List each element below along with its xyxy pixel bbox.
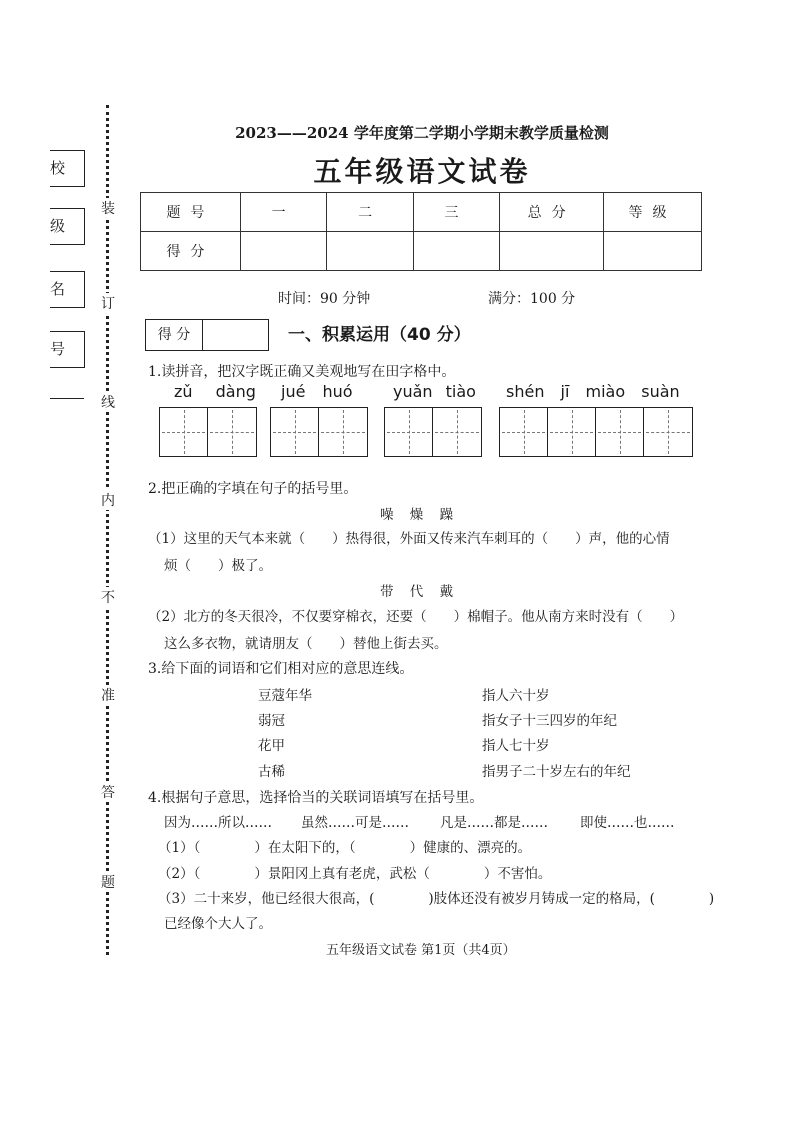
exam-subtitle: 2023——2024 学年度第二学期小学期末教学质量检测 <box>235 124 609 142</box>
score-input-cell[interactable] <box>500 232 604 271</box>
binding-dotted-line <box>106 105 109 955</box>
conjunction-option: 虽然……可是…… <box>301 815 409 831</box>
term-right: 指人七十岁 <box>482 738 550 754</box>
conjunction-option: 即使……也…… <box>580 815 675 831</box>
score-row-label: 得分 <box>141 232 241 271</box>
side-rule <box>50 398 84 399</box>
table-header-cell: 题号 <box>141 193 241 232</box>
tianzige-grid <box>499 407 693 457</box>
table-header-cell: 一 <box>240 193 326 232</box>
q2-sentence-2a: （2）北方的冬天很冷，不仅要穿棉衣，还要（ ）棉帽子。他从南方来时没有（ ） <box>148 609 684 625</box>
char-group-1: 噪 燥 躁 <box>380 507 454 523</box>
number-label: 号 <box>50 340 66 358</box>
table-header-cell: 三 <box>413 193 499 232</box>
tianzige-cell[interactable] <box>319 408 367 456</box>
question-4-prompt: 4.根据句子意思，选择恰当的关联词语填写在括号里。 <box>148 790 484 806</box>
conjunction-option: 因为……所以…… <box>164 815 272 831</box>
term-left: 弱冠 <box>258 713 285 729</box>
score-table-header-row <box>141 193 702 232</box>
tianzige-cell[interactable] <box>271 408 319 456</box>
q4-sentence-2: （2）（ ）景阳冈上真有老虎，武松（ ）不害怕。 <box>158 866 552 882</box>
q4-sentence-3a: （3）二十来岁，他已经很大很高，( )肢体还没有被岁月铸成一定的格局，( ) <box>158 891 715 907</box>
tianzige-cell[interactable] <box>548 408 596 456</box>
pinyin-label: zǔ dàng <box>174 382 256 401</box>
binding-char: 答 <box>98 782 118 802</box>
q4-sentence-1: （1）（ ）在太阳下的，（ ）健康的、漂亮的。 <box>158 840 532 856</box>
pinyin-label: jué huó <box>281 382 353 401</box>
name-label: 名 <box>50 280 66 298</box>
table-header-cell: 等级 <box>603 193 701 232</box>
conjunction-option: 凡是……都是…… <box>440 815 548 831</box>
score-table <box>140 192 702 271</box>
score-input-cell[interactable] <box>603 232 701 271</box>
tianzige-grid <box>159 407 257 457</box>
exam-time: 时间：90 分钟 <box>278 291 371 307</box>
question-2-prompt: 2.把正确的字填在句子的括号里。 <box>148 481 358 497</box>
tianzige-grid <box>270 407 368 457</box>
binding-char: 线 <box>98 392 118 412</box>
tianzige-cell[interactable] <box>644 408 692 456</box>
tianzige-cell[interactable] <box>500 408 548 456</box>
binding-char: 内 <box>98 490 118 510</box>
q2-sentence-2b: 这么多衣物，就请朋友（ ）替他上街去买。 <box>164 636 448 652</box>
name-box <box>50 271 85 308</box>
tianzige-cell[interactable] <box>208 408 256 456</box>
term-left: 古稀 <box>258 764 285 780</box>
table-header-cell: 二 <box>327 193 413 232</box>
exam-full-score: 满分：100 分 <box>488 291 576 307</box>
q2-sentence-1b: 烦（ ）极了。 <box>164 558 272 574</box>
section-score-label: 得 分 <box>146 320 203 350</box>
section-title: 一、积累运用（40 分） <box>288 325 471 345</box>
tianzige-cell[interactable] <box>160 408 208 456</box>
pinyin-label: shén jī miào suàn <box>506 382 680 401</box>
score-input-cell[interactable] <box>327 232 413 271</box>
score-input-cell[interactable] <box>240 232 326 271</box>
term-right: 指男子二十岁左右的年纪 <box>482 764 631 780</box>
q4-sentence-3b: 已经像个大人了。 <box>164 916 272 932</box>
question-1-prompt: 1.读拼音，把汉字既正确又美观地写在田字格中。 <box>148 364 456 380</box>
binding-char: 装 <box>98 198 118 218</box>
page-title: 五年级语文试卷 <box>313 155 531 188</box>
tianzige-cell[interactable] <box>385 408 433 456</box>
table-header-cell: 总分 <box>500 193 604 232</box>
term-right: 指人六十岁 <box>482 688 550 704</box>
class-label: 级 <box>50 217 66 235</box>
number-box <box>50 331 85 368</box>
score-input-cell[interactable] <box>413 232 499 271</box>
question-3-prompt: 3.给下面的词语和它们相对应的意思连线。 <box>148 661 414 677</box>
class-box <box>50 208 85 245</box>
char-group-2: 带 代 戴 <box>380 584 454 600</box>
pinyin-label: yuǎn tiào <box>393 382 476 401</box>
tianzige-cell[interactable] <box>596 408 644 456</box>
page-footer: 五年级语文试卷 第1页（共4页） <box>326 943 516 958</box>
q2-sentence-1a: （1）这里的天气本来就（ ）热得很，外面又传来汽车刺耳的（ ）声，他的心情 <box>148 531 670 547</box>
term-right: 指女子十三四岁的年纪 <box>482 713 617 729</box>
term-left: 豆蔻年华 <box>258 688 312 704</box>
tianzige-grid <box>384 407 482 457</box>
binding-char: 不 <box>98 587 118 607</box>
score-table-score-row <box>141 232 702 271</box>
binding-char: 题 <box>98 872 118 892</box>
binding-char: 订 <box>98 293 118 313</box>
section-score-box <box>145 319 269 351</box>
school-label: 校 <box>50 159 66 177</box>
binding-char: 准 <box>98 685 118 705</box>
term-left: 花甲 <box>258 738 285 754</box>
tianzige-cell[interactable] <box>433 408 481 456</box>
